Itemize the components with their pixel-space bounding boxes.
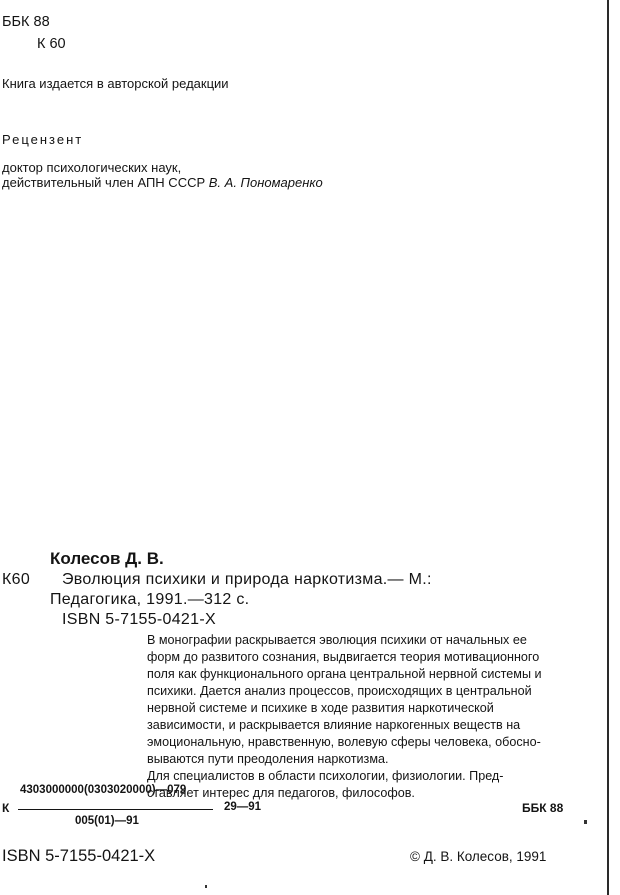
bbk-top: ББК 88: [2, 14, 50, 30]
annotation-line-5: нервной системе и психике в ходе развития наркотической: [147, 701, 494, 715]
k-top: К 60: [37, 36, 66, 52]
code-bbk: ББК 88: [522, 801, 564, 815]
code-fraction-line: [18, 809, 213, 810]
card-author: Колесов Д. В.: [50, 549, 164, 568]
footer-copyright: © Д. В. Колесов, 1991: [410, 849, 547, 864]
annotation-line-6: зависимости, и раскрывается влияние наркогенных веществ на: [147, 718, 521, 732]
card-isbn: ISBN 5-7155-0421-X: [62, 611, 216, 628]
reviewer-line1: доктор психологических наук,: [2, 160, 182, 175]
card-title-line2: Педагогика, 1991.—312 с.: [50, 591, 250, 608]
annotation-line-8: вываются пути преодоления наркотизма.: [147, 752, 389, 766]
annotation-audience-line2: ставляет интерес для педагогов, философов.: [147, 786, 415, 800]
card-index: К60: [2, 571, 31, 588]
page-edge-line: [607, 0, 609, 895]
scan-speck: [205, 885, 207, 888]
annotation-line-2: форм до развитого сознания, выдвигается теория мотивационного: [147, 650, 540, 664]
footer-isbn: ISBN 5-7155-0421-X: [2, 847, 156, 865]
publisher-note: Книга издается в авторской редакции: [2, 76, 229, 91]
card-title-line1: Эволюция психики и природа наркотизма.— М.:: [62, 571, 432, 588]
scan-speck: [584, 820, 587, 824]
code-letter: К: [2, 801, 10, 815]
reviewer-name: В. А. Пономаренко: [208, 175, 323, 190]
annotation-audience-line1: Для специалистов в области психологии, физиологии. Пред-: [147, 769, 504, 783]
annotation-line-1: В монографии раскрывается эволюция психики от начальных ее: [147, 633, 527, 647]
annotation: [147, 632, 561, 802]
reviewer-heading: Рецензент: [2, 132, 84, 147]
annotation-line-7: эмоциональную, нравственную, волевую сферы человека, обосно-: [147, 735, 541, 749]
code-denominator: 005(01)—91: [75, 815, 139, 827]
code-numerator: 4303000000(0303020000)—079: [20, 784, 187, 796]
annotation-line-3: поля как функционального органа центральной нервной системы и: [147, 667, 542, 681]
reviewer-line2-prefix: действительный член АПН СССР: [2, 175, 209, 190]
annotation-line-4: психики. Дается анализ процессов, происходящих в центральной: [147, 684, 532, 698]
code-suffix: 29—91: [224, 801, 262, 813]
reviewer-line2: [2, 175, 323, 190]
